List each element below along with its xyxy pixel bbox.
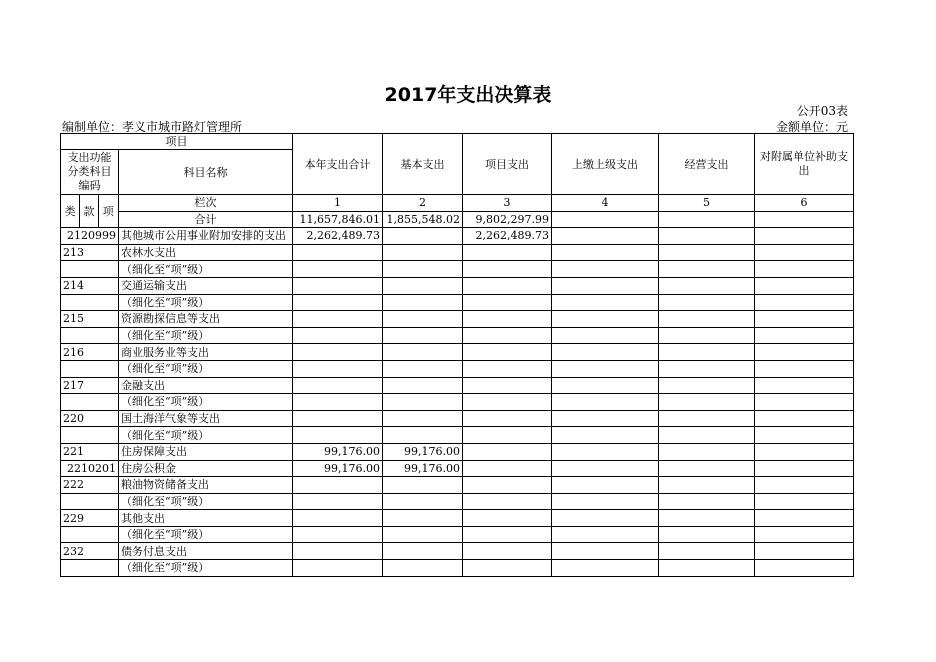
col-num-1: 1	[293, 195, 383, 212]
table-row	[61, 294, 854, 311]
row-total	[293, 344, 383, 361]
row-subsidy	[755, 460, 854, 477]
row-project	[463, 493, 552, 510]
row-basic	[383, 294, 463, 311]
table-row	[61, 344, 854, 361]
row-code	[61, 360, 119, 377]
row-operating	[659, 344, 755, 361]
row-total: 99,176.00	[293, 443, 383, 460]
row-upper	[552, 543, 659, 560]
col-num-6: 6	[755, 195, 854, 212]
table-row	[61, 427, 854, 444]
row-total	[293, 261, 383, 278]
row-total	[293, 560, 383, 577]
row-basic	[383, 493, 463, 510]
row-basic	[383, 377, 463, 394]
row-operating	[659, 360, 755, 377]
row-project	[463, 294, 552, 311]
row-basic	[383, 394, 463, 411]
row-code: 221	[61, 443, 119, 460]
row-operating	[659, 427, 755, 444]
table-row	[61, 244, 854, 261]
col-num-5: 5	[659, 195, 755, 212]
row-project	[463, 477, 552, 494]
row-subject-name: （细化至“项”级）	[119, 261, 293, 278]
sum-subsidy	[755, 211, 854, 228]
sum-label: 合计	[119, 211, 293, 228]
row-subject-name: 粮油物资储备支出	[119, 477, 293, 494]
table-row	[61, 477, 854, 494]
row-subject-name: 资源勘探信息等支出	[119, 311, 293, 328]
table-row	[61, 360, 854, 377]
row-operating	[659, 261, 755, 278]
row-upper	[552, 394, 659, 411]
table-row	[61, 460, 854, 477]
row-operating	[659, 477, 755, 494]
row-subject-name: （细化至“项”级）	[119, 526, 293, 543]
row-code	[61, 560, 119, 577]
row-subsidy	[755, 493, 854, 510]
sum-upper	[552, 211, 659, 228]
row-subsidy	[755, 410, 854, 427]
row-basic	[383, 244, 463, 261]
row-subsidy	[755, 327, 854, 344]
table-row	[61, 261, 854, 278]
row-project	[463, 526, 552, 543]
row-subject-name: 住房公积金	[119, 460, 293, 477]
row-basic	[383, 510, 463, 527]
row-project	[463, 410, 552, 427]
col-total-header: 本年支出合计	[293, 134, 383, 195]
table-row	[61, 394, 854, 411]
row-upper	[552, 244, 659, 261]
row-upper	[552, 443, 659, 460]
row-subject-name: 其他支出	[119, 510, 293, 527]
row-operating	[659, 410, 755, 427]
row-basic	[383, 477, 463, 494]
row-total	[293, 493, 383, 510]
row-basic	[383, 228, 463, 245]
table-row	[61, 228, 854, 245]
row-code: 216	[61, 344, 119, 361]
row-code: 213	[61, 244, 119, 261]
row-basic	[383, 526, 463, 543]
row-upper	[552, 493, 659, 510]
row-operating	[659, 244, 755, 261]
col-num-4: 4	[552, 195, 659, 212]
row-operating	[659, 377, 755, 394]
table-row	[61, 560, 854, 577]
row-subject-name: （细化至“项”级）	[119, 360, 293, 377]
row-total	[293, 294, 383, 311]
row-upper	[552, 311, 659, 328]
row-project	[463, 311, 552, 328]
row-code: 215	[61, 311, 119, 328]
row-operating	[659, 560, 755, 577]
row-total: 2,262,489.73	[293, 228, 383, 245]
row-project	[463, 443, 552, 460]
row-total	[293, 327, 383, 344]
row-code: 2210201	[61, 460, 119, 477]
row-subsidy	[755, 261, 854, 278]
col-subsidy-header: 对附属单位补助支出	[755, 134, 854, 195]
row-upper	[552, 526, 659, 543]
row-total	[293, 244, 383, 261]
row-subject-name: 农林水支出	[119, 244, 293, 261]
sum-project: 9,802,297.99	[463, 211, 552, 228]
row-project: 2,262,489.73	[463, 228, 552, 245]
row-subsidy	[755, 560, 854, 577]
row-total	[293, 394, 383, 411]
row-subsidy	[755, 360, 854, 377]
row-upper	[552, 377, 659, 394]
row-subject-name: （细化至“项”级）	[119, 493, 293, 510]
row-operating	[659, 394, 755, 411]
row-subject-name: （细化至“项”级）	[119, 560, 293, 577]
row-code: 222	[61, 477, 119, 494]
row-basic	[383, 360, 463, 377]
expenditure-table	[60, 133, 854, 577]
row-project	[463, 344, 552, 361]
table-row	[61, 510, 854, 527]
row-subject-name: 其他城市公用事业附加安排的支出	[119, 228, 293, 245]
row-upper	[552, 344, 659, 361]
compiling-unit: 编制单位：孝义市城市路灯管理所	[62, 120, 243, 134]
row-project	[463, 377, 552, 394]
row-total	[293, 377, 383, 394]
row-subsidy	[755, 543, 854, 560]
row-total	[293, 277, 383, 294]
row-label-header: 栏次	[119, 195, 293, 212]
row-operating	[659, 277, 755, 294]
row-code: 220	[61, 410, 119, 427]
row-project	[463, 261, 552, 278]
row-basic	[383, 543, 463, 560]
row-operating	[659, 228, 755, 245]
row-total	[293, 543, 383, 560]
col-upper-header: 上缴上级支出	[552, 134, 659, 195]
table-row	[61, 410, 854, 427]
amount-unit: 金额单位：元	[775, 120, 848, 134]
row-project	[463, 560, 552, 577]
row-code: 214	[61, 277, 119, 294]
row-total	[293, 510, 383, 527]
col-project-header: 项目支出	[463, 134, 552, 195]
table-row	[61, 377, 854, 394]
row-subsidy	[755, 244, 854, 261]
row-upper	[552, 510, 659, 527]
row-project	[463, 460, 552, 477]
row-subject-name: （细化至“项”级）	[119, 394, 293, 411]
row-code: 229	[61, 510, 119, 527]
row-upper	[552, 228, 659, 245]
sum-total: 11,657,846.01	[293, 211, 383, 228]
row-subject-name: （细化至“项”级）	[119, 327, 293, 344]
row-project	[463, 244, 552, 261]
row-upper	[552, 277, 659, 294]
row-operating	[659, 311, 755, 328]
row-upper	[552, 327, 659, 344]
row-upper	[552, 360, 659, 377]
table-row	[61, 493, 854, 510]
row-operating	[659, 493, 755, 510]
row-code: 2120999	[61, 228, 119, 245]
table-row	[61, 543, 854, 560]
row-upper	[552, 410, 659, 427]
row-basic	[383, 427, 463, 444]
row-subsidy	[755, 510, 854, 527]
row-project	[463, 277, 552, 294]
row-basic: 99,176.00	[383, 460, 463, 477]
row-code	[61, 427, 119, 444]
row-total	[293, 526, 383, 543]
sum-operating	[659, 211, 755, 228]
table-row	[61, 277, 854, 294]
lei-header: 类	[61, 195, 80, 228]
row-code	[61, 526, 119, 543]
row-code: 217	[61, 377, 119, 394]
row-subject-name: （细化至“项”级）	[119, 427, 293, 444]
sum-basic: 1,855,548.02	[383, 211, 463, 228]
row-subsidy	[755, 277, 854, 294]
row-upper	[552, 460, 659, 477]
table-row	[61, 443, 854, 460]
row-subject-name: 债务付息支出	[119, 543, 293, 560]
table-row	[61, 327, 854, 344]
row-project	[463, 360, 552, 377]
row-subject-name: 国土海洋气象等支出	[119, 410, 293, 427]
row-subject-name: 交通运输支出	[119, 277, 293, 294]
row-subsidy	[755, 311, 854, 328]
row-upper	[552, 477, 659, 494]
row-code	[61, 327, 119, 344]
col-operating-header: 经营支出	[659, 134, 755, 195]
row-basic	[383, 261, 463, 278]
row-subject-name: （细化至“项”级）	[119, 294, 293, 311]
row-project	[463, 510, 552, 527]
row-code	[61, 394, 119, 411]
row-project	[463, 394, 552, 411]
row-operating	[659, 526, 755, 543]
row-code: 232	[61, 543, 119, 560]
row-project	[463, 427, 552, 444]
row-basic	[383, 344, 463, 361]
row-subsidy	[755, 344, 854, 361]
report-title: 2017年支出决算表	[384, 84, 552, 106]
row-code	[61, 261, 119, 278]
row-upper	[552, 560, 659, 577]
row-basic	[383, 410, 463, 427]
row-upper	[552, 261, 659, 278]
row-total	[293, 427, 383, 444]
row-operating	[659, 460, 755, 477]
row-subject-name: 住房保障支出	[119, 443, 293, 460]
row-total	[293, 410, 383, 427]
row-project	[463, 543, 552, 560]
kuan-header: 款	[80, 195, 98, 228]
row-operating	[659, 510, 755, 527]
func-code-header: 支出功能分类科目编码	[61, 150, 119, 195]
subject-name-header: 科目名称	[119, 150, 293, 195]
xiang-header: 项	[98, 195, 118, 228]
row-total	[293, 360, 383, 377]
row-operating	[659, 327, 755, 344]
row-subject-name: 商业服务业等支出	[119, 344, 293, 361]
row-subsidy	[755, 294, 854, 311]
row-basic: 99,176.00	[383, 443, 463, 460]
row-operating	[659, 443, 755, 460]
table-row	[61, 526, 854, 543]
item-group-header: 项目	[61, 134, 293, 150]
row-subsidy	[755, 477, 854, 494]
row-subsidy	[755, 427, 854, 444]
row-total: 99,176.00	[293, 460, 383, 477]
row-total	[293, 311, 383, 328]
table-row	[61, 311, 854, 328]
row-subsidy	[755, 526, 854, 543]
col-num-2: 2	[383, 195, 463, 212]
row-subsidy	[755, 394, 854, 411]
col-num-3: 3	[463, 195, 552, 212]
form-code: 公开03表	[796, 104, 848, 118]
row-total	[293, 477, 383, 494]
row-operating	[659, 543, 755, 560]
row-subsidy	[755, 443, 854, 460]
row-basic	[383, 277, 463, 294]
row-project	[463, 327, 552, 344]
row-code	[61, 493, 119, 510]
row-code	[61, 294, 119, 311]
row-basic	[383, 560, 463, 577]
row-basic	[383, 311, 463, 328]
row-subsidy	[755, 228, 854, 245]
row-operating	[659, 294, 755, 311]
row-upper	[552, 427, 659, 444]
row-basic	[383, 327, 463, 344]
row-upper	[552, 294, 659, 311]
col-basic-header: 基本支出	[383, 134, 463, 195]
row-subsidy	[755, 377, 854, 394]
row-subject-name: 金融支出	[119, 377, 293, 394]
